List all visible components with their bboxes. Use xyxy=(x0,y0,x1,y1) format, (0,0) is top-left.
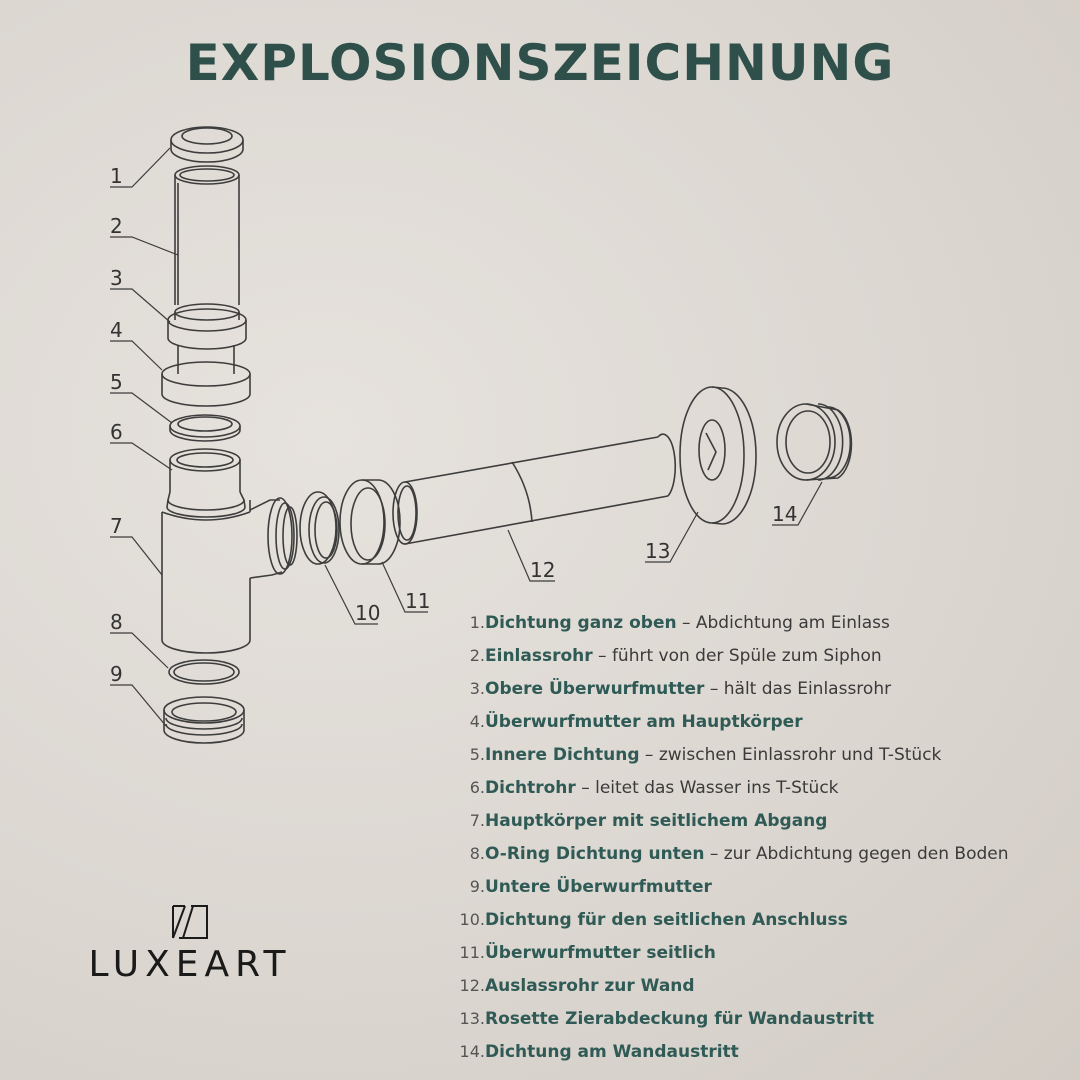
legend-item xyxy=(452,740,1009,773)
legend-item xyxy=(452,707,1009,740)
legend-number: 10. xyxy=(459,910,485,929)
callout-4: 4 xyxy=(110,318,123,342)
legend-number: 12. xyxy=(459,976,485,995)
logo-icon xyxy=(171,904,209,940)
legend-part-name: Überwurfmutter seitlich xyxy=(485,943,716,963)
legend-item xyxy=(452,641,1009,674)
logo-text: LUXEART xyxy=(88,944,292,985)
brand-logo xyxy=(62,900,318,990)
part-1-top-seal xyxy=(171,127,243,162)
legend-number: 7. xyxy=(469,811,485,830)
part-9-lower-nut xyxy=(164,697,244,743)
callout-9: 9 xyxy=(110,662,123,686)
part-5-inner-seal xyxy=(170,415,240,441)
part-14-wall-seal xyxy=(777,404,851,480)
legend-number: 9. xyxy=(469,877,485,896)
legend-description: – zwischen Einlassrohr und T-Stück xyxy=(639,745,942,765)
legend-item xyxy=(452,839,1009,872)
part-10-side-seal xyxy=(300,492,339,564)
callout-8: 8 xyxy=(110,610,123,634)
legend-part-name: Dichtung am Wandaustritt xyxy=(485,1042,739,1062)
callout-11: 11 xyxy=(405,589,431,613)
legend-number: 6. xyxy=(469,778,485,797)
legend-item xyxy=(452,773,1009,806)
callout-3: 3 xyxy=(110,266,123,290)
legend-description: – Abdichtung am Einlass xyxy=(676,613,890,633)
callout-6: 6 xyxy=(110,420,123,444)
callout-1: 1 xyxy=(110,164,123,188)
page-title: EXPLOSIONSZEICHNUNG xyxy=(185,34,895,92)
part-12-outlet-pipe xyxy=(393,434,675,544)
part-4-body-nut xyxy=(162,345,250,406)
legend-part-name: Auslassrohr zur Wand xyxy=(485,976,695,996)
part-6-sealing-tube xyxy=(167,449,245,517)
legend-part-name: Dichtrohr xyxy=(485,778,576,798)
legend-part-name: Dichtung für den seitlichen Anschluss xyxy=(485,910,848,930)
callout-10: 10 xyxy=(355,601,381,625)
legend-part-name: Hauptkörper mit seitlichem Abgang xyxy=(485,811,828,831)
legend-part-name: Überwurfmutter am Hauptkörper xyxy=(485,712,803,732)
legend-item xyxy=(452,872,1009,905)
callout-7: 7 xyxy=(110,514,123,538)
legend-part-name: Rosette Zierabdeckung für Wandaustritt xyxy=(485,1009,875,1029)
legend-part-name: Innere Dichtung xyxy=(485,745,640,765)
parts-legend xyxy=(452,608,1009,1070)
callout-13: 13 xyxy=(645,539,671,563)
legend-item xyxy=(452,608,1009,641)
legend-item xyxy=(452,938,1009,971)
callout-2: 2 xyxy=(110,214,123,238)
part-11-side-nut xyxy=(340,480,400,564)
legend-number: 13. xyxy=(459,1009,485,1028)
part-8-o-ring xyxy=(169,660,239,684)
legend-part-name: Dichtung ganz oben xyxy=(485,613,677,633)
legend-number: 8. xyxy=(469,844,485,863)
part-3-upper-nut xyxy=(168,304,246,349)
legend-part-name: Einlassrohr xyxy=(485,646,593,666)
legend-number: 5. xyxy=(469,745,485,764)
legend-number: 1. xyxy=(469,613,485,632)
callout-5: 5 xyxy=(110,370,123,394)
legend-number: 4. xyxy=(469,712,485,731)
legend-part-name: Untere Überwurfmutter xyxy=(485,877,712,897)
legend-number: 14. xyxy=(459,1042,485,1061)
legend-number: 3. xyxy=(469,679,485,698)
legend-description: – leitet das Wasser ins T-Stück xyxy=(575,778,839,798)
legend-item xyxy=(452,674,1009,707)
legend-item xyxy=(452,806,1009,839)
legend-item xyxy=(452,1004,1009,1037)
legend-item xyxy=(452,1037,1009,1070)
part-2-inlet-pipe xyxy=(175,166,239,305)
legend-part-name: Obere Überwurfmutter xyxy=(485,679,705,699)
legend-number: 2. xyxy=(469,646,485,665)
callout-14: 14 xyxy=(772,502,798,526)
part-7-main-body xyxy=(162,498,297,653)
legend-number: 11. xyxy=(459,943,485,962)
legend-item xyxy=(452,905,1009,938)
callout-12: 12 xyxy=(530,558,556,582)
part-13-rosette xyxy=(680,387,756,524)
legend-description: – zur Abdichtung gegen den Boden xyxy=(704,844,1009,864)
legend-description: – hält das Einlassrohr xyxy=(704,679,892,699)
legend-description: – führt von der Spüle zum Siphon xyxy=(592,646,882,666)
legend-part-name: O-Ring Dichtung unten xyxy=(485,844,705,864)
legend-item xyxy=(452,971,1009,1004)
